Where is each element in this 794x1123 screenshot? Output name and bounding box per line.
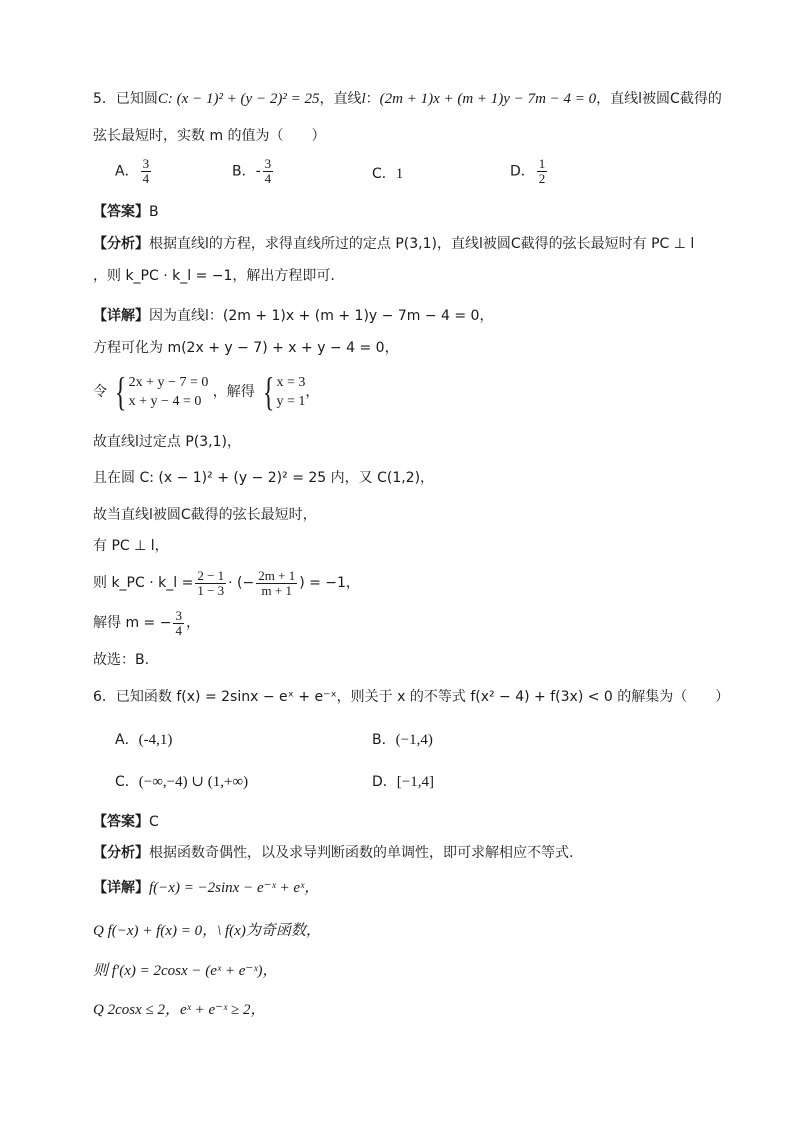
q6-detail-line4: Q 2cosx ≤ 2，eˣ + e⁻ˣ ≥ 2，	[93, 1002, 266, 1018]
q6-option-b: B．(−1,4)	[372, 732, 433, 748]
q5-detail-line9: 解得 m = − $\frac{3}{4}$ ，	[93, 607, 200, 638]
q5-option-a: A． $\frac{3}{4}$	[115, 156, 150, 186]
q5-detail-line3: 令 { 2x + y − 7 = 0 x + y − 4 = 0 ，解得 { x = 3 y = 1 ，	[93, 369, 320, 414]
q5-option-d: D． $\frac{1}{2}$	[510, 156, 546, 186]
q5-detail-line10: 故选：B.	[93, 652, 150, 668]
q6-detail-line3: 则 f′(x) = 2cosx − (eˣ + e⁻ˣ)，	[93, 963, 278, 979]
q5-detail-line4: 故直线l过定点 P(3,1)，	[93, 434, 241, 450]
q5-detail-line5: 且在圆 C: (x − 1)² + (y − 2)² = 25 内，又 C(1,2)，	[93, 470, 435, 486]
q6-option-c: C．(−∞,−4) ∪ (1,+∞)	[115, 774, 249, 790]
q5-detail-line6: 故当直线l被圆C截得的弦长最短时，	[93, 507, 317, 523]
q6-option-d: D．[−1,4]	[372, 774, 434, 790]
q5-analysis-line1: 【分析】根据直线l的方程，求得直线所过的定点 P(3,1)，直线l被圆C截得的弦长最短时有 PC ⊥ l	[93, 236, 695, 252]
q5-stem-line2: 弦长最短时，实数 m 的值为（ ）	[93, 128, 326, 144]
solution-system: { x = 3 y = 1	[263, 369, 306, 414]
q6-stem: 6．已知函数 f(x) = 2sinx − eˣ + e⁻ˣ，则关于 x 的不等式 f(x² − 4) + f(3x) < 0 的解集为（ ）	[93, 689, 730, 705]
q6-option-a: A．(-4,1)	[115, 732, 173, 748]
q6-analysis: 【分析】根据函数奇偶性，以及求导判断函数的单调性，即可求解相应不等式.	[93, 845, 574, 861]
q5-option-b: B．- $\frac{3}{4}$	[232, 156, 272, 186]
circle-equation: C: (x − 1)² + (y − 2)² = 25	[157, 91, 320, 107]
q6-answer: 【答案】C	[93, 814, 159, 830]
q6-detail-line1: 【详解】f(−x) = −2sinx − e⁻ˣ + eˣ，	[93, 880, 320, 896]
q5-detail-line1: 【详解】因为直线l：(2m + 1)x + (m + 1)y − 7m − 4 = 0，	[93, 308, 494, 324]
equation-system: { 2x + y − 7 = 0 x + y − 4 = 0	[115, 369, 209, 414]
line-equation: (2m + 1)x + (m + 1)y − 7m − 4 = 0	[379, 91, 597, 107]
q5-detail-line7: 有 PC ⊥ l，	[93, 538, 169, 554]
q5-detail-line2: 方程可化为 m(2x + y − 7) + x + y − 4 = 0，	[93, 340, 399, 356]
q5-answer: 【答案】B	[93, 204, 159, 220]
q5-option-c: C．1	[372, 166, 404, 182]
q5-detail-line8: 则 k_PC · k_l = $\frac{2 - 1}{1 - 3}$ · (− $\frac{2m + 1}{m + 1}$ ) = −1，	[93, 567, 360, 598]
q5-stem-line1: 5．已知圆C: (x − 1)² + (y − 2)² = 25，直线l：(2m + 1)x + (m + 1)y − 7m − 4 = 0，直线l被圆C截得的	[93, 91, 722, 107]
q6-detail-line2: Q f(−x) + f(x) = 0，\ f(x)为奇函数，	[93, 923, 321, 939]
q5-analysis-line2: ，则 k_PC · k_l = −1，解出方程即可.	[93, 268, 335, 284]
